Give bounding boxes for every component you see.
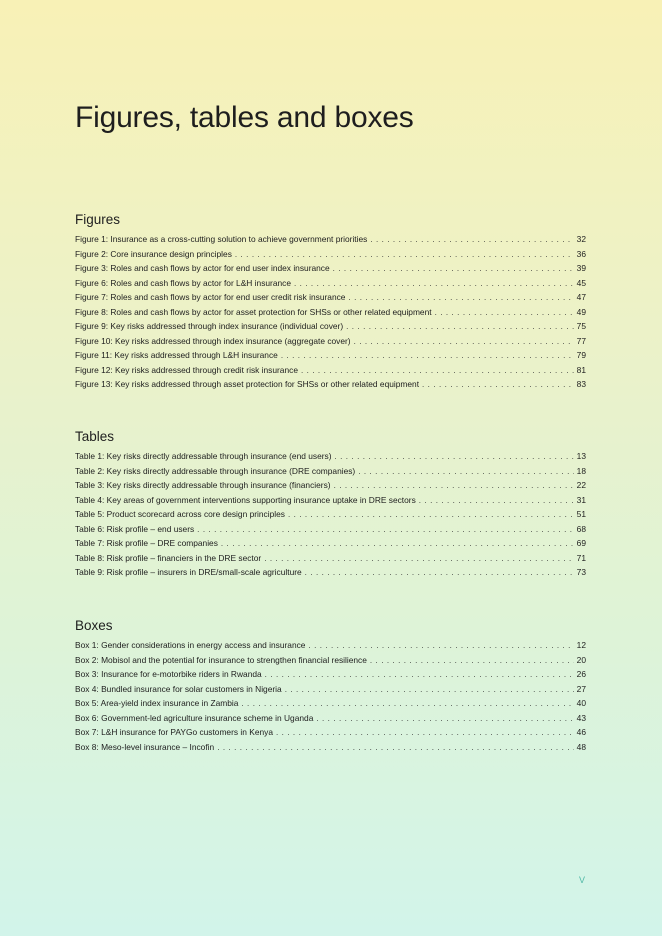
dot-leader [370, 233, 573, 247]
toc-entry[interactable] [75, 276, 586, 291]
toc-entry-page: 47 [576, 292, 586, 302]
toc-entry-label: Box 7: L&H insurance for PAYGo customers in Kenya [75, 727, 273, 737]
dot-leader [346, 320, 574, 334]
toc-entry-page: 81 [576, 364, 586, 375]
toc-entry[interactable] [75, 493, 586, 508]
toc-entry-page: 43 [576, 712, 586, 723]
toc-entry[interactable] [75, 290, 586, 305]
toc-entry-label: Box 6: Government-led agriculture insurance scheme in Uganda [75, 712, 314, 723]
boxes-section [75, 617, 586, 754]
toc-entry[interactable] [75, 449, 586, 464]
toc-entry-label: Table 7: Risk profile – DRE companies [75, 538, 218, 548]
toc-entry-label: Table 1: Key risks directly addressable through insurance (end users) [75, 451, 332, 461]
toc-entry-page: 46 [576, 727, 586, 737]
toc-entry[interactable] [75, 551, 586, 566]
toc-entry-label: Figure 6: Roles and cash flows by actor for L&H insurance [75, 277, 291, 288]
toc-entry-page: 45 [576, 277, 586, 288]
toc-entry-page: 13 [576, 451, 586, 461]
toc-entry-label: Box 3: Insurance for e-motorbike riders in Rwanda [75, 669, 262, 679]
toc-entry-label: Figure 2: Core insurance design principles [75, 248, 232, 259]
toc-entry-page: 49 [576, 306, 586, 317]
dot-leader [276, 726, 574, 740]
toc-entry-label: Table 9: Risk profile – insurers in DRE/small-scale agriculture [75, 567, 302, 577]
dot-leader [265, 668, 574, 682]
dot-leader [370, 654, 574, 668]
dot-leader [422, 378, 574, 392]
toc-entry-page: 18 [576, 465, 586, 476]
toc-entry-page: 51 [576, 509, 586, 519]
toc-entry-label: Box 5: Area-yield index insurance in Zambia [75, 698, 239, 708]
toc-entry-label: Table 4: Key areas of government interventions supporting insurance uptake in DRE sectors [75, 494, 416, 505]
toc-entry-label: Figure 13: Key risks addressed through asset protection for SHSs or other related equipment [75, 379, 420, 389]
toc-entry-label: Table 5: Product scorecard across core design principles [75, 509, 285, 519]
toc-entry-page: 27 [576, 683, 586, 694]
toc-entry-label: Table 2: Key risks directly addressable through insurance (DRE companies) [75, 465, 356, 476]
toc-entry-page: 39 [576, 263, 586, 273]
toc-entry-page: 12 [576, 640, 586, 650]
dot-leader [285, 683, 574, 697]
dot-leader [333, 262, 574, 276]
page-title: Figures, tables and boxes [75, 101, 414, 134]
toc-entry-label: Box 2: Mobisol and the potential for insurance to strengthen financial resilience [75, 654, 367, 665]
toc-entry[interactable] [75, 377, 586, 392]
dot-leader [348, 291, 573, 305]
dot-leader [354, 335, 574, 349]
toc-entry[interactable] [75, 682, 586, 697]
toc-entry[interactable] [75, 536, 586, 551]
dot-leader [264, 552, 573, 566]
dot-leader [241, 697, 573, 711]
toc-entry-label: Table 8: Risk profile – financiers in the DRE sector [75, 552, 262, 563]
toc-entry-page: 48 [576, 741, 586, 752]
toc-entry-page: 20 [576, 654, 586, 665]
toc-entry-page: 73 [576, 567, 586, 577]
toc-entry-page: 77 [576, 335, 586, 346]
toc-entry[interactable] [75, 319, 586, 334]
toc-entry[interactable] [75, 740, 586, 755]
page-number: V [579, 875, 586, 885]
toc-entry[interactable] [75, 464, 586, 479]
toc-entry[interactable] [75, 232, 586, 247]
toc-entry-label: Box 8: Meso-level insurance – Incofin [75, 741, 215, 752]
toc-entry[interactable] [75, 638, 586, 653]
toc-entry[interactable] [75, 667, 586, 682]
toc-entry[interactable] [75, 363, 586, 378]
toc-entry-page: 71 [576, 552, 586, 563]
toc-entry[interactable] [75, 261, 586, 276]
toc-entry[interactable] [75, 711, 586, 726]
toc-entry-label: Figure 10: Key risks addressed through index insurance (aggregate cover) [75, 335, 351, 346]
toc-entry-label: Figure 7: Roles and cash flows by actor for end user credit risk insurance [75, 292, 346, 302]
dot-leader [294, 277, 574, 291]
dot-leader [435, 306, 574, 320]
figures-heading: Figures [75, 212, 121, 227]
boxes-heading: Boxes [75, 618, 113, 633]
toc-entry-label: Box 4: Bundled insurance for solar customers in Nigeria [75, 683, 282, 694]
dot-leader [419, 494, 574, 508]
toc-entry[interactable] [75, 725, 586, 740]
toc-entry[interactable] [75, 305, 586, 320]
dot-leader [334, 479, 574, 493]
toc-entry[interactable] [75, 478, 586, 493]
toc-entry[interactable] [75, 696, 586, 711]
toc-entry-page: 36 [576, 248, 586, 259]
toc-entry-page: 75 [576, 321, 586, 331]
dot-leader [335, 450, 574, 464]
dot-leader [288, 508, 574, 522]
toc-entry-label: Box 1: Gender considerations in energy access and insurance [75, 640, 306, 650]
tables-heading: Tables [75, 429, 115, 444]
toc-entry-page: 79 [576, 350, 586, 360]
dot-leader [197, 523, 574, 537]
dot-leader [217, 741, 573, 755]
figures-section [75, 211, 586, 392]
dot-leader [316, 712, 573, 726]
toc-entry-label: Figure 11: Key risks addressed through L&H insurance [75, 350, 278, 360]
toc-entry-page: 68 [576, 523, 586, 534]
toc-entry[interactable] [75, 565, 586, 580]
toc-entry-page: 32 [576, 234, 586, 244]
toc-entry[interactable] [75, 334, 586, 349]
dot-leader [301, 364, 574, 378]
toc-entry-page: 83 [576, 379, 586, 389]
toc-entry-label: Figure 3: Roles and cash flows by actor for end user index insurance [75, 263, 330, 273]
toc-entry-label: Figure 9: Key risks addressed through index insurance (individual cover) [75, 321, 344, 331]
dot-leader [308, 639, 573, 653]
figures-list [75, 232, 586, 392]
toc-entry-label: Table 3: Key risks directly addressable through insurance (financiers) [75, 480, 331, 490]
toc-entry-label: Figure 1: Insurance as a cross-cutting solution to achieve government priorities [75, 234, 368, 244]
dot-leader [358, 465, 573, 479]
toc-entry-label: Table 6: Risk profile – end users [75, 523, 195, 534]
dot-leader [235, 248, 574, 262]
toc-entry[interactable] [75, 522, 586, 537]
toc-entry-page: 31 [576, 494, 586, 505]
toc-entry-page: 40 [576, 698, 586, 708]
dot-leader [221, 537, 574, 551]
toc-entry[interactable] [75, 507, 586, 522]
tables-list [75, 449, 586, 580]
dot-leader [305, 566, 574, 580]
toc-entry-label: Figure 8: Roles and cash flows by actor for asset protection for SHSs or other related equipment [75, 306, 432, 317]
toc-entry-page: 22 [576, 480, 586, 490]
toc-entry[interactable] [75, 247, 586, 262]
dot-leader [281, 349, 574, 363]
toc-entry-label: Figure 12: Key risks addressed through credit risk insurance [75, 364, 298, 375]
toc-entry-page: 69 [576, 538, 586, 548]
toc-entry-page: 26 [576, 669, 586, 679]
tables-section [75, 428, 586, 580]
toc-entry[interactable] [75, 653, 586, 668]
toc-entry[interactable] [75, 348, 586, 363]
boxes-list [75, 638, 586, 754]
